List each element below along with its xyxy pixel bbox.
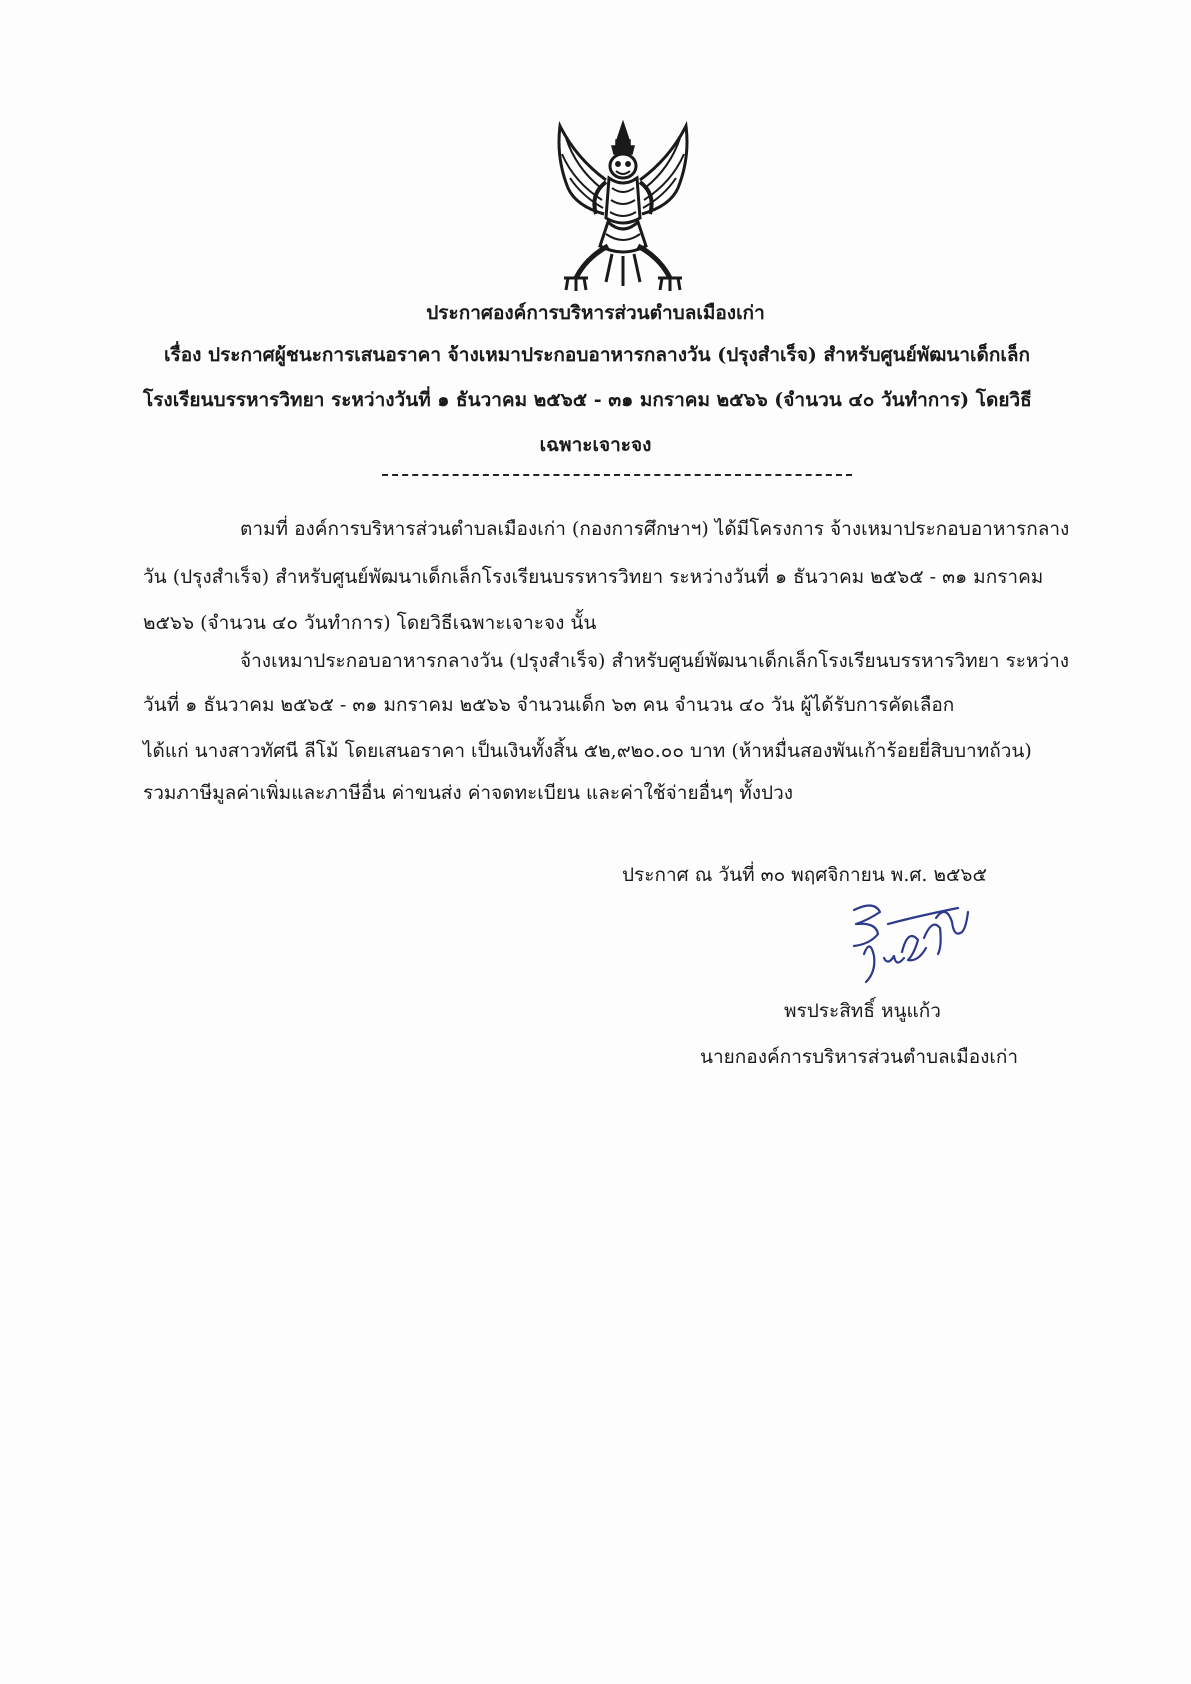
subject-line-1: เรื่อง ประกาศผู้ชนะการเสนอราคา จ้างเหมาประกอบอาหารกลางวัน (ปรุงสำเร็จ) สำหรับศูนย์พัฒนาเด็กเล็ก <box>164 344 1031 366</box>
announce-date: ประกาศ ณ วันที่ ๓๐ พฤศจิกายน พ.ศ. ๒๕๖๕ <box>622 864 987 886</box>
paragraph-1-line-2: วัน (ปรุงสำเร็จ) สำหรับศูนย์พัฒนาเด็กเล็กโรงเรียนบรรหารวิทยา ระหว่างวันที่ ๑ ธันวาคม ๒๕๖๕ - ๓๑ มกราคม <box>143 566 1044 588</box>
signer-name: พรประสิทธิ์ หนูแก้ว <box>784 1000 941 1022</box>
signer-position: นายกองค์การบริหารส่วนตำบลเมืองเก่า <box>700 1046 1019 1068</box>
subject-line-3: เฉพาะเจาะจง <box>539 434 652 456</box>
paragraph-2-line-1: จ้างเหมาประกอบอาหารกลางวัน (ปรุงสำเร็จ) สำหรับศูนย์พัฒนาเด็กเล็กโรงเรียนบรรหารวิทยา ระหว่าง <box>240 650 1070 672</box>
organization-title: ประกาศองค์การบริหารส่วนตำบลเมืองเก่า <box>426 302 765 324</box>
paragraph-2-line-2: วันที่ ๑ ธันวาคม ๒๕๖๕ - ๓๑ มกราคม ๒๕๖๖ จำนวนเด็ก ๖๓ คน จำนวน ๔๐ วัน ผู้ได้รับการคัดเลือก <box>143 694 955 716</box>
divider-line <box>382 474 852 476</box>
paragraph-2-line-4: รวมภาษีมูลค่าเพิ่มและภาษีอื่น ค่าขนส่ง ค่าจดทะเบียน และค่าใช้จ่ายอื่นๆ ทั้งปวง <box>143 782 794 804</box>
paragraph-2-line-3: ได้แก่ นางสาวทัศนี ลีโม้ โดยเสนอราคา เป็นเงินทั้งสิ้น ๕๒,๙๒๐.๐๐ บาท (ห้าหมื่นสองพันเก้าร้อยยี่สิบบาทถ้วน) <box>143 740 1032 762</box>
paragraph-1-line-1: ตามที่ องค์การบริหารส่วนตำบลเมืองเก่า (กองการศึกษาฯ) ได้มีโครงการ จ้างเหมาประกอบอาหารกลาง <box>240 518 1070 540</box>
paragraph-1-line-3: ๒๕๖๖ (จำนวน ๔๐ วันทำการ) โดยวิธีเฉพาะเจาะจง นั้น <box>143 612 597 634</box>
subject-line-2: โรงเรียนบรรหารวิทยา ระหว่างวันที่ ๑ ธันวาคม ๒๕๖๕ - ๓๑ มกราคม ๒๕๖๖ (จำนวน ๔๐ วันทำการ) โดยวิธี <box>143 389 1032 411</box>
garuda-emblem-icon <box>546 118 701 293</box>
handwritten-signature-icon <box>848 898 973 986</box>
